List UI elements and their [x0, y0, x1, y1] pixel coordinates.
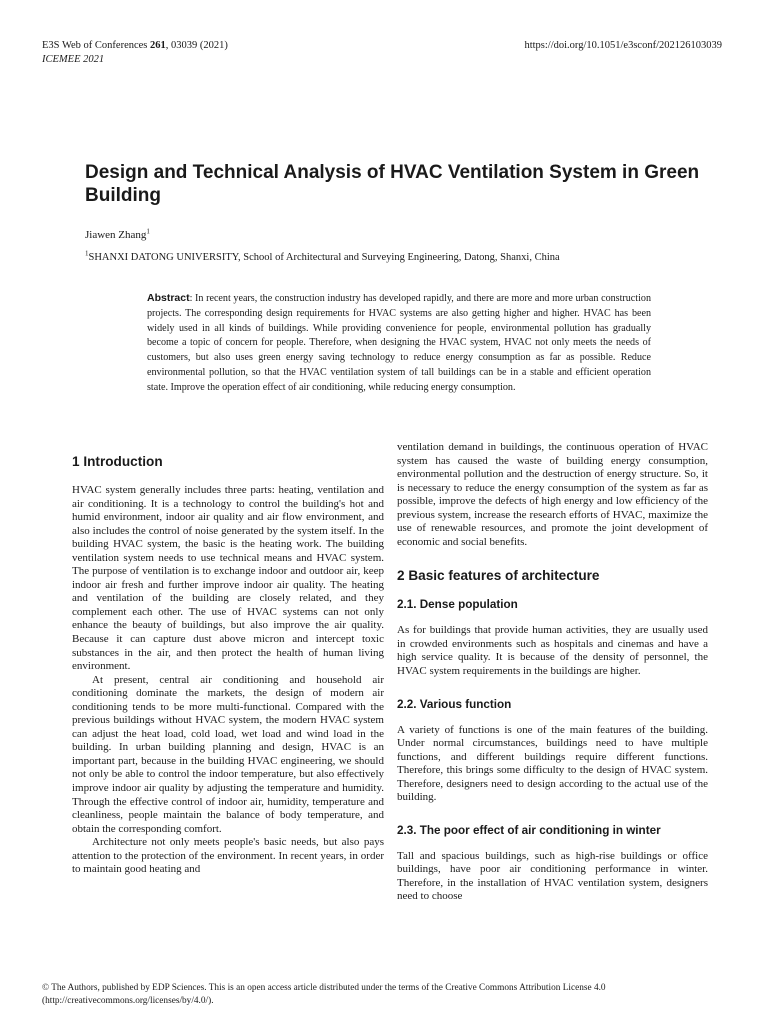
section-heading-basic-features: 2 Basic features of architecture [397, 568, 600, 584]
journal-volume: 261 [150, 40, 166, 51]
intro-paragraph-3: Architecture not only meets people's basic needs, but also pays attention to the protection of the environment. In recent years, in order to maintain good heating and [72, 836, 384, 876]
license-footer [42, 982, 728, 1007]
journal-prefix: E3S Web of Conferences [42, 40, 151, 51]
intro-paragraph-2: At present, central air conditioning and household air conditioning dominate the markets, the design of modern air conditioning tends to be more multi-functional. Compared with the previous buildings without HVAC system, the modern HVAC system can adjust the heat load, cold load, wet load and wind load in the building. In urban building planning and design, HVAC is an important part, because in the building HVAC engineering, we should not only be able to control the indoor temperature, but also effectively improve indoor air quality by adjusting the temperature and humidity. Through the effective control of indoor air, humidity, temperature and cleanliness, people maintain the balance of body temperature, and obtain the corresponding comfort. [72, 673, 384, 835]
conference-name: ICEMEE 2021 [42, 54, 105, 65]
section-heading-introduction: 1 Introduction [72, 454, 163, 469]
left-column [72, 454, 384, 877]
abstract [147, 291, 651, 396]
right-column [397, 441, 708, 904]
dense-population-paragraph: As for buildings that provide human activities, they are usually used in crowded environments such as hospitals and cinemas and have a high service quality. It is because of the density of personnel, the HVAC system requirements in the buildings are higher. [397, 624, 708, 678]
abstract-text: : In recent years, the construction industry has developed rapidly, and there are more and more urban construction projects. The corresponding design requirements for HVAC systems are also getting higher and higher. HVAC has been widely used in all kinds of buildings. While providing convenience for people, environmental pollution has gradually become a topic of concern for people. Therefore, when designing the HVAC system, HVAC not only meets the needs of customers, but also uses green energy saving technology to reduce energy consumption as far as possible. Reduce environmental pollution, so that the HVAC ventilation system of tall buildings can be in a stable and efficient operation state. Improve the operation effect of air conditioning, while reducing energy consumption. [147, 293, 651, 393]
doi-link[interactable]: https://doi.org/10.1051/e3sconf/202126103039 [524, 40, 722, 51]
winter-air-conditioning-paragraph: Tall and spacious buildings, such as high-rise buildings or office buildings, have poor air conditioning performance in winter. Therefore, in the installation of HVAC ventilation system, designers need to choose [397, 849, 708, 903]
license-url[interactable]: (http://creativecommons.org/licenses/by/4.0/). [42, 995, 214, 1006]
running-header [42, 39, 228, 67]
author-name: Jiawen Zhang [85, 229, 147, 241]
various-function-paragraph: A variety of functions is one of the main features of the building. Under normal circumstances, buildings need to have multiple functions, and different buildings require different functions. Therefore, this brings some difficulty to the design of HVAC system. Therefore, designers need to design according to the actual use of the building. [397, 723, 708, 804]
subsection-heading-winter-air-conditioning: 2.3. The poor effect of air conditioning in winter [397, 823, 661, 837]
author-line [85, 229, 150, 241]
affiliation [85, 249, 560, 263]
intro-paragraph-continued: ventilation demand in buildings, the continuous operation of HVAC system has caused the waste of building energy consumption, environmental pollution and the destruction of energy structure. So, it is necessary to reduce the energy consumption of the system as far as possible, improve the defects of high energy and low efficiency of the previous system, increase the research efforts of HVAC, maximize the use of renewable resources, and promote the joint development of economic and social benefits. [397, 441, 708, 548]
subsection-heading-dense-population: 2.1. Dense population [397, 598, 518, 612]
intro-paragraph-1: HVAC system generally includes three parts: heating, ventilation and air conditioning. It is a technology to control the building's hot and humid environment, indoor air quality and air flow environment, and also includes the control of noise generated by the system itself. In the building HVAC system, the basic is the heating work. The building ventilation system needs to use technical means and HVAC system. The purpose of ventilation is to exchange indoor and outdoor air, keep indoor air fresh and further improve indoor air quality. The heating and ventilation of the building are closely related, and they complement each other. The use of HVAC systems can not only enhance the beauty of buildings, but also improve the air quality. Because it can capture dust above micron and intercept toxic substances in the air, and then protect the health of human living environment. [72, 484, 384, 673]
abstract-label: Abstract [147, 292, 190, 304]
author-affiliation-mark: 1 [146, 227, 150, 236]
license-text: © The Authors, published by EDP Sciences. This is an open access article distributed under the terms of the Creative Commons Attribution License 4.0 [42, 983, 606, 993]
article-number: , 03039 (2021) [165, 40, 228, 51]
paper-title: Design and Technical Analysis of HVAC Ventilation System in Green Building [85, 162, 700, 206]
journal-citation [42, 39, 228, 53]
affiliation-mark: 1 [85, 249, 89, 258]
affiliation-text: SHANXI DATONG UNIVERSITY, School of Architectural and Surveying Engineering, Datong, Shanxi, China [88, 252, 560, 263]
subsection-heading-various-function: 2.2. Various function [397, 697, 512, 711]
